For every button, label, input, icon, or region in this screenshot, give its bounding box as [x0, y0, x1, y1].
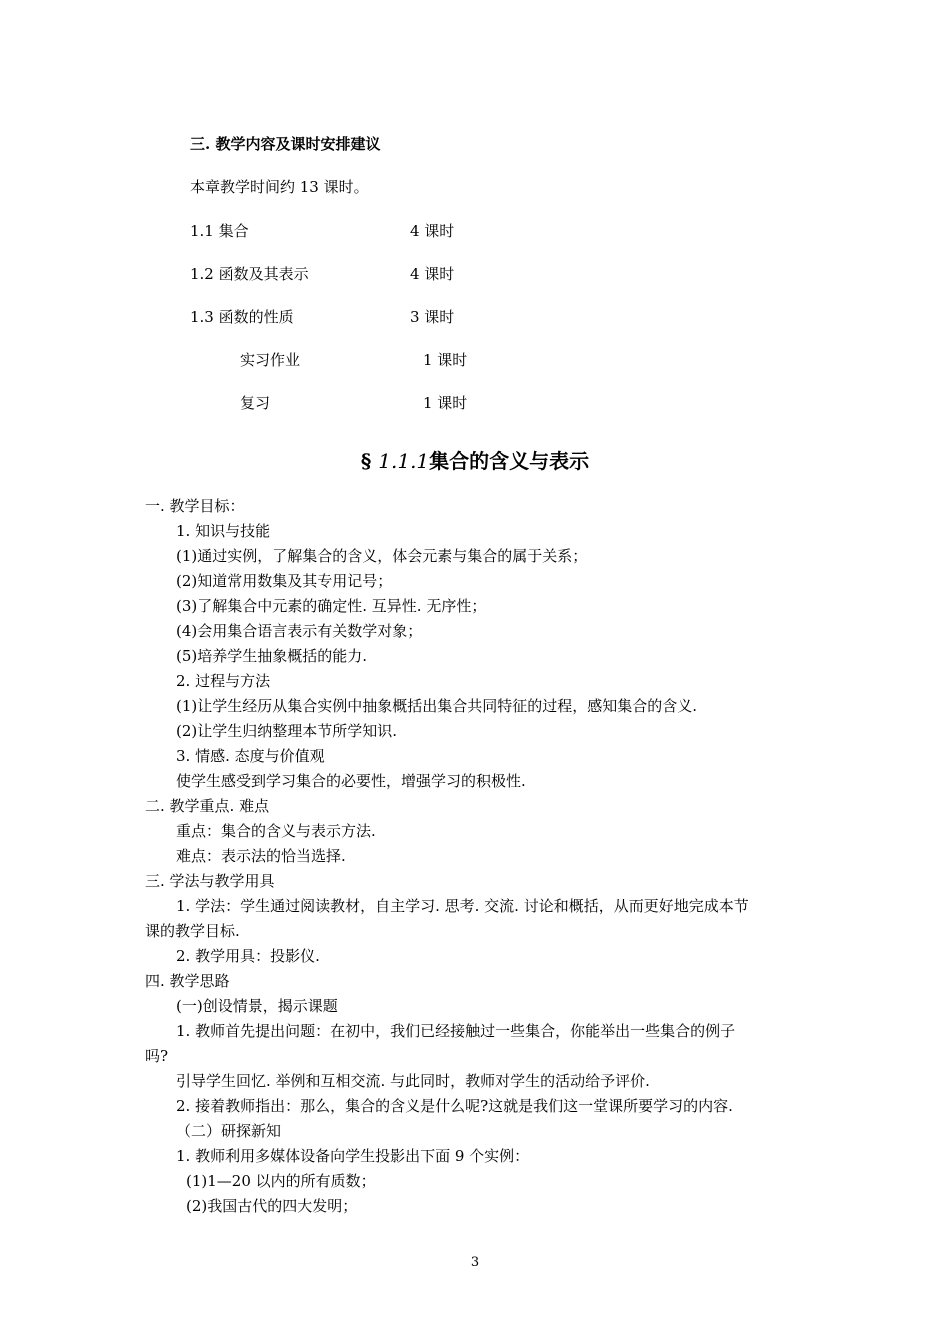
schedule-hours: 3 课时	[410, 308, 455, 326]
body-line: 2. 过程与方法	[176, 672, 271, 690]
body-line: 四. 教学思路	[145, 972, 230, 990]
body-line: 难点：表示法的恰当选择.	[176, 847, 346, 865]
body-line: 2. 接着教师指出：那么，集合的含义是什么呢?这就是我们这一堂课所要学习的内容.	[176, 1097, 733, 1115]
body-line: (1)1—20 以内的所有质数；	[186, 1172, 376, 1190]
schedule-item: 实习作业	[240, 351, 301, 369]
schedule-hours: 1 课时	[423, 351, 468, 369]
body-line: 1. 学法：学生通过阅读教材，自主学习. 思考. 交流. 讨论和概括，从而更好地完成本节	[176, 897, 749, 915]
schedule-hours: 4 课时	[410, 265, 455, 283]
body-line: (3)了解集合中元素的确定性. 互异性. 无序性；	[176, 597, 487, 615]
section-sign: §	[360, 449, 372, 473]
schedule-hours: 4 课时	[410, 222, 455, 240]
body-line: (2)知道常用数集及其专用记号；	[176, 572, 393, 590]
lesson-number: 1.1.1	[378, 449, 430, 473]
body-line: 使学生感受到学习集合的必要性，增强学习的积极性.	[176, 772, 526, 790]
body-line: 2. 教学用具：投影仪.	[176, 947, 320, 965]
body-line: (5)培养学生抽象概括的能力.	[176, 647, 368, 665]
body-line: 吗?	[145, 1047, 169, 1065]
section-intro: 本章教学时间约 13 课时。	[190, 178, 369, 196]
body-line: 1. 教师首先提出问题：在初中，我们已经接触过一些集合，你能举出一些集合的例子	[176, 1022, 736, 1040]
section-heading: 三. 教学内容及课时安排建议	[190, 135, 381, 153]
schedule-hours: 1 课时	[423, 394, 468, 412]
body-line: (2)我国古代的四大发明；	[186, 1197, 358, 1215]
schedule-item: 复习	[240, 394, 271, 412]
body-line: 课的教学目标.	[145, 922, 240, 940]
body-line: 三. 学法与教学用具	[145, 872, 275, 890]
lesson-title-text: 集合的含义与表示	[429, 449, 590, 473]
page-number: 3	[470, 1255, 480, 1270]
body-line: 1. 知识与技能	[176, 522, 271, 540]
body-line: 3. 情感. 态度与价值观	[176, 747, 325, 765]
body-line: (2)让学生归纳整理本节所学知识.	[176, 722, 398, 740]
body-line: (1)让学生经历从集合实例中抽象概括出集合共同特征的过程，感知集合的含义.	[176, 697, 698, 715]
body-line: 引导学生回忆. 举例和互相交流. 与此同时，教师对学生的活动给予评价.	[176, 1072, 650, 1090]
body-line: 二. 教学重点. 难点	[145, 797, 270, 815]
body-line: (4)会用集合语言表示有关数学对象；	[176, 622, 423, 640]
body-line: 1. 教师利用多媒体设备向学生投影出下面 9 个实例：	[176, 1147, 530, 1165]
schedule-item: 1.2 函数及其表示	[190, 265, 309, 283]
body-line: 重点：集合的含义与表示方法.	[176, 822, 376, 840]
body-line: (1)通过实例，了解集合的含义，体会元素与集合的属于关系；	[176, 547, 588, 565]
schedule-item: 1.1 集合	[190, 222, 249, 240]
body-line: (一)创设情景，揭示课题	[176, 997, 338, 1015]
body-line: 一. 教学目标：	[145, 497, 245, 515]
schedule-item: 1.3 函数的性质	[190, 308, 294, 326]
lesson-title	[0, 447, 950, 475]
body-line: （二）研探新知	[176, 1122, 282, 1140]
